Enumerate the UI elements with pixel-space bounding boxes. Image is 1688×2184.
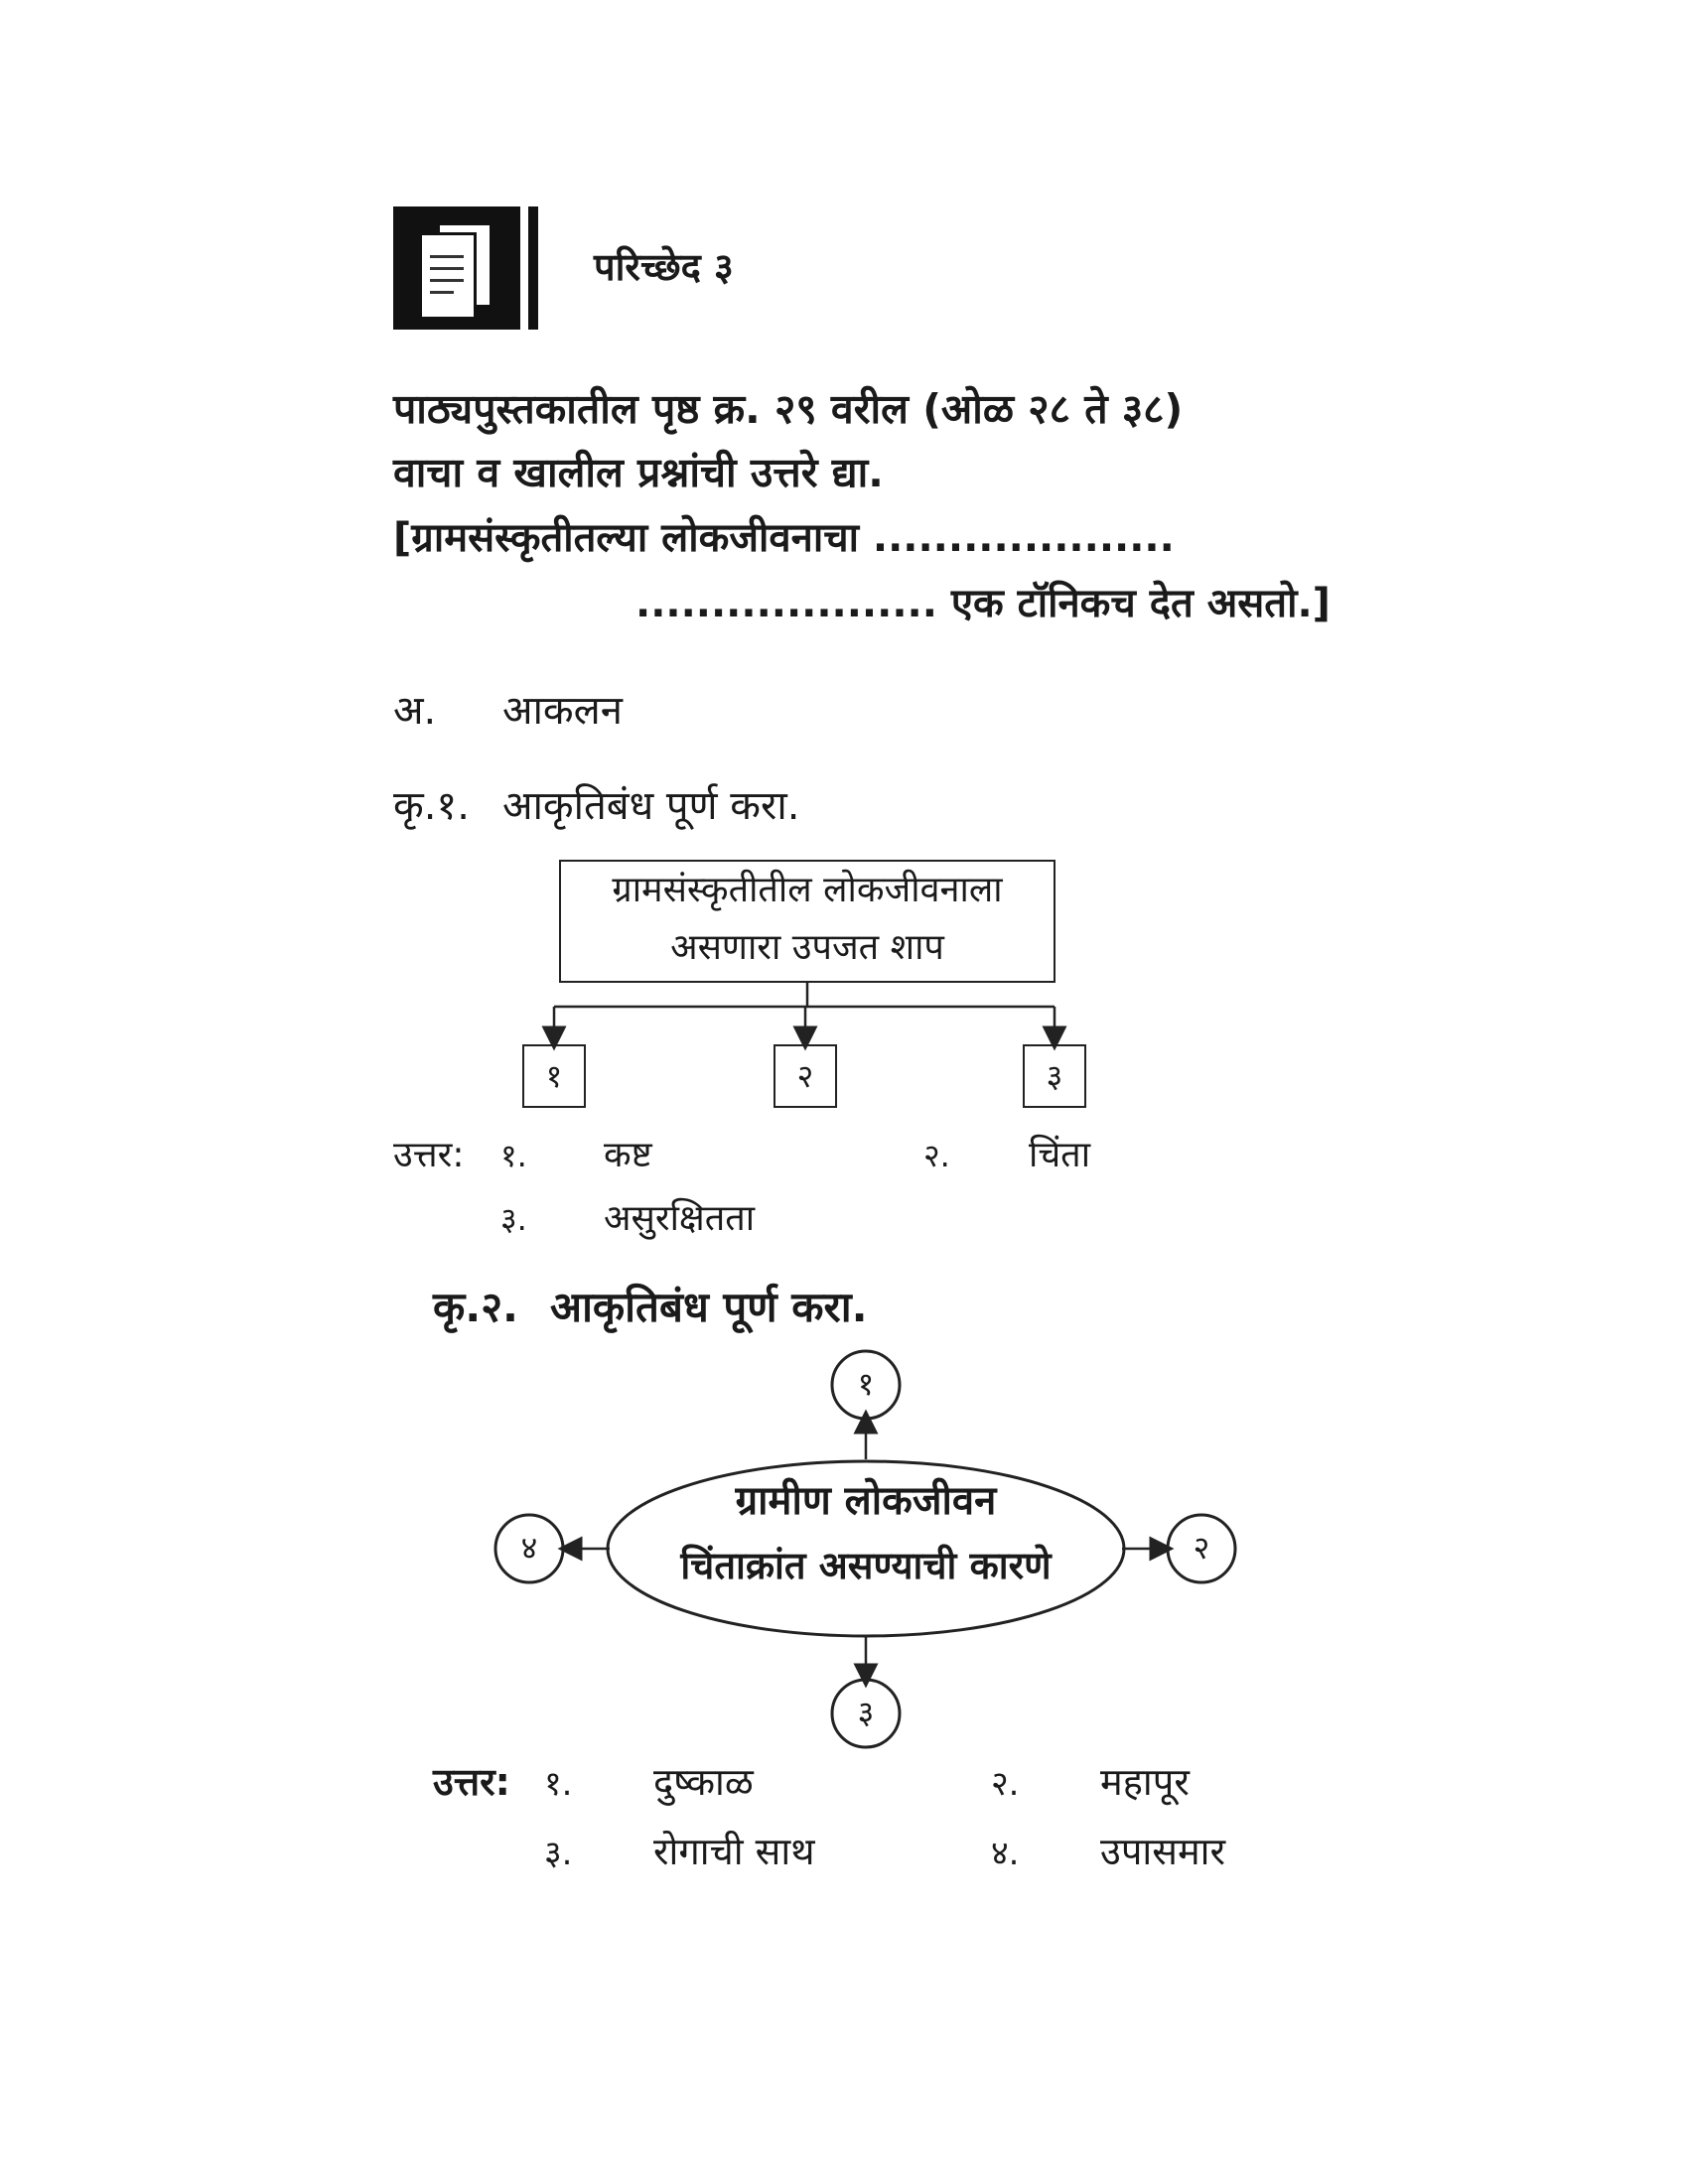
q1-answer-num-2: २.	[923, 1137, 950, 1174]
q1-answer-text-1: कष्ट	[604, 1135, 652, 1175]
q1-answer-num-3: ३.	[500, 1200, 527, 1238]
q1-slot-3: ३	[1023, 1044, 1086, 1108]
q2-ellipse-line-1: ग्रामीण लोकजीवन	[735, 1478, 997, 1524]
q2-slot-2: २	[1193, 1529, 1210, 1567]
q2-answer-num-4: ४.	[991, 1834, 1020, 1873]
q1-answer-label: उत्तर:	[393, 1135, 465, 1175]
section-label: अ.	[393, 688, 437, 734]
q1-label: कृ.१.	[393, 783, 470, 829]
q2-text: आकृतिबंध पूर्ण करा.	[550, 1283, 868, 1331]
q1-box-line-2: असणारा उपजत शाप	[670, 927, 944, 968]
q2-slot-4: ४	[520, 1529, 538, 1567]
excerpt-end: .................... एक टॉनिकच देत असतो.]	[635, 581, 1331, 626]
q2-ellipse-line-2: चिंताक्रांत असण्याची कारणे	[680, 1544, 1052, 1587]
q1-answer-num-1: १.	[500, 1137, 527, 1174]
q1-text: आकृतिबंध पूर्ण करा.	[502, 783, 800, 829]
q1-answer-text-3: असुरक्षितता	[604, 1198, 756, 1239]
q2-answer-text-3: रोगाची साथ	[653, 1830, 815, 1873]
q2-answer-text-1: दुष्काळ	[653, 1760, 754, 1804]
q2-answer-num-2: २.	[991, 1764, 1020, 1804]
q2-label: कृ.२.	[433, 1283, 519, 1331]
q2-answer-num-1: १.	[544, 1764, 573, 1804]
q1-box-line-1: ग्रामसंस्कृतीतील लोकजीवनाला	[612, 870, 1003, 910]
q2-answer-label: उत्तर:	[433, 1760, 510, 1804]
section-title: आकलन	[502, 688, 623, 734]
q2-slot-1: १	[857, 1365, 875, 1403]
q1-slot-1: १	[522, 1044, 586, 1108]
q2-answer-text-2: महापूर	[1100, 1760, 1190, 1804]
q1-slot-2: २	[774, 1044, 837, 1108]
q2-answer-text-4: उपासमार	[1100, 1830, 1226, 1873]
q1-answer-text-2: चिंता	[1029, 1135, 1091, 1175]
instruction-line-1: पाठ्यपुस्तकातील पृष्ठ क्र. २९ वरील (ओळ २८ ते ३८)	[393, 385, 1184, 433]
excerpt-start: [ग्रामसंस्कृतीतल्या लोकजीवनाचा ....................	[393, 515, 1175, 561]
section-heading: परिच्छेद ३	[594, 245, 734, 289]
instruction-line-2: वाचा व खालील प्रश्नांची उत्तरे द्या.	[393, 449, 884, 496]
q2-answer-num-3: ३.	[544, 1834, 573, 1873]
q2-slot-3: ३	[857, 1694, 875, 1731]
